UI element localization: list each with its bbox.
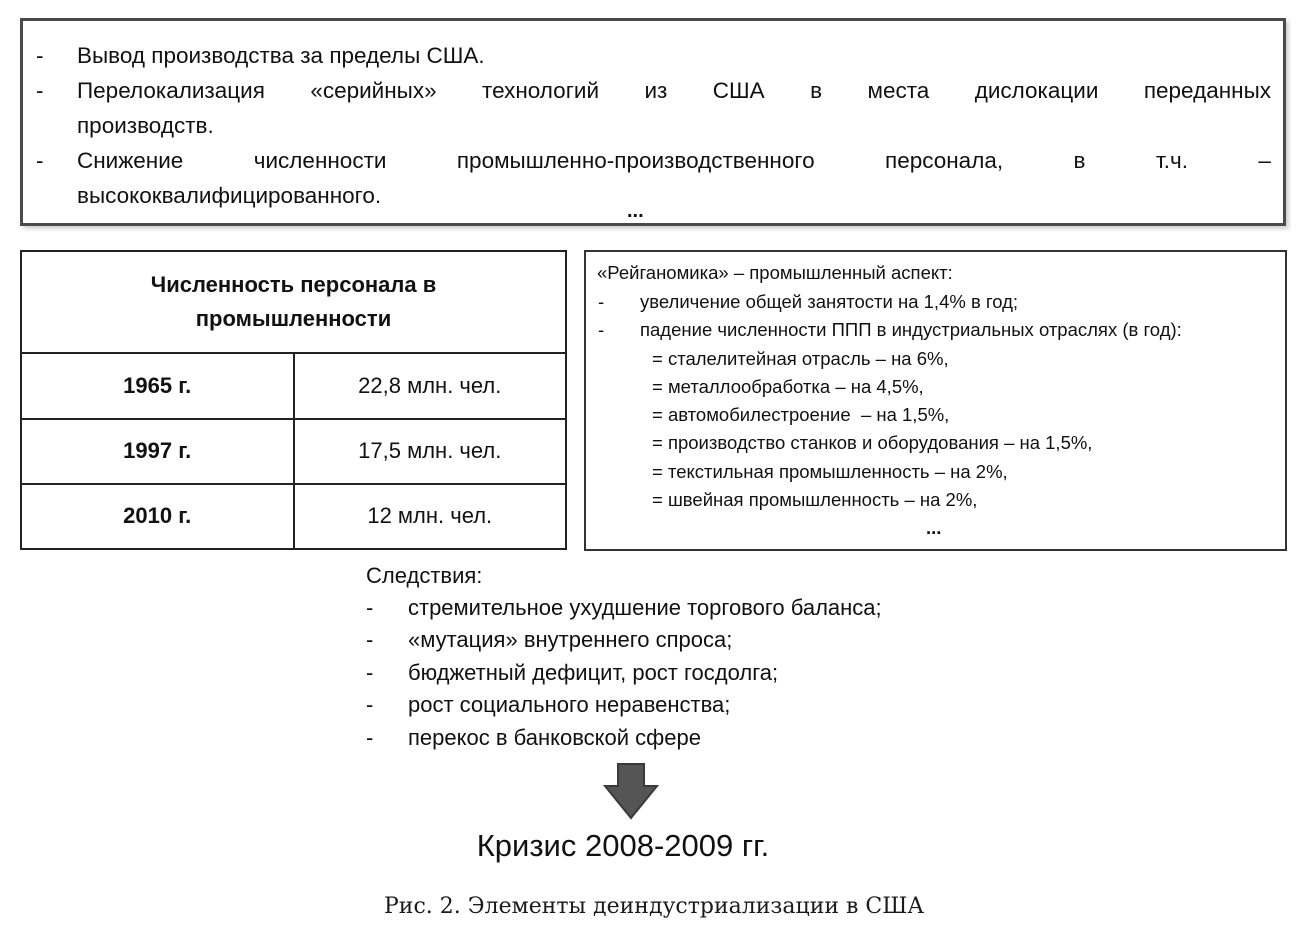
year-cell: 1965 г. xyxy=(21,353,294,418)
word: «серийных» xyxy=(310,78,437,103)
industry-item-text: = металлообработка – на 4,5%, xyxy=(652,376,924,397)
bullet-dash: - xyxy=(36,43,44,68)
word: – xyxy=(1258,148,1271,173)
industry-item xyxy=(586,401,1285,429)
industry-item-text: = производство станков и оборудования – на 1,5%, xyxy=(652,432,1093,453)
bullet-dash: - xyxy=(36,78,44,103)
industry-item-text: = сталелитейная отрасль – на 6%, xyxy=(652,348,949,369)
continuation-text: высококвалифицированного. xyxy=(77,183,382,208)
continuation-text: производств. xyxy=(77,113,214,138)
consequence-text: перекос в банковской сфере xyxy=(408,725,701,750)
bullet-text: увеличение общей занятости на 1,4% в год; xyxy=(640,291,1019,312)
word: Перелокализация xyxy=(77,78,265,103)
ellipsis-line xyxy=(586,514,1285,542)
word: технологий xyxy=(482,78,600,103)
consequence-text: рост социального неравенства; xyxy=(408,692,731,717)
reaganomics-title xyxy=(586,259,1285,287)
arrow-down-icon xyxy=(603,763,659,821)
word: численности xyxy=(253,148,387,173)
ellipsis: ... xyxy=(627,200,644,222)
personnel-table xyxy=(20,250,567,550)
table-row xyxy=(21,419,566,484)
consequences-title: Следствия: xyxy=(366,563,483,588)
bullet-dash: - xyxy=(598,291,605,312)
bullet-dash: - xyxy=(36,148,44,173)
reaganomics-bullet xyxy=(586,316,1285,344)
industry-item-text: = автомобилестроение – на 1,5%, xyxy=(652,404,950,425)
reaganomics-bullet xyxy=(586,288,1285,316)
industry-item xyxy=(586,486,1285,514)
year-cell: 2010 г. xyxy=(21,484,294,549)
word: персонала, xyxy=(885,148,1004,173)
top-item xyxy=(23,38,1283,73)
industry-item-text: = швейная промышленность – на 2%, xyxy=(652,489,978,510)
industry-item xyxy=(586,458,1285,486)
value-cell: 17,5 млн. чел. xyxy=(294,419,567,484)
industry-item xyxy=(586,429,1285,457)
top-item-continuation xyxy=(23,178,1283,213)
value-cell: 12 млн. чел. xyxy=(294,484,567,549)
table-header xyxy=(21,251,566,353)
top-item xyxy=(23,143,1283,178)
consequences-list xyxy=(366,560,986,760)
table-header-row xyxy=(21,251,566,353)
top-item-text xyxy=(77,143,1271,178)
word: США xyxy=(712,78,765,103)
word: Снижение xyxy=(77,148,184,173)
industry-item xyxy=(586,345,1285,373)
word: места xyxy=(867,78,930,103)
bullet-dash: - xyxy=(366,627,374,652)
industry-item-text: = текстильная промышленность – на 2%, xyxy=(652,461,1008,482)
word: из xyxy=(644,78,668,103)
table-row xyxy=(21,353,566,418)
bullet-dash: - xyxy=(366,595,374,620)
top-item xyxy=(23,73,1283,108)
consequence-text: стремительное ухудшение торгового баланса; xyxy=(408,595,882,620)
reaganomics-title-text: «Рейганомика» – промышленный аспект: xyxy=(597,262,953,283)
bullet-dash: - xyxy=(366,692,374,717)
figure-caption: Рис. 2. Элементы деиндустриализации в США xyxy=(384,894,924,919)
table-header-text: Численность персонала в промышленности xyxy=(150,272,437,332)
top-item-text: Вывод производства за пределы США. xyxy=(77,43,485,68)
top-summary-box xyxy=(20,18,1286,226)
word: в xyxy=(1073,148,1086,173)
word: дислокации xyxy=(974,78,1099,103)
bullet-dash: - xyxy=(598,319,605,340)
top-item-continuation xyxy=(23,108,1283,143)
ellipsis: ... xyxy=(926,517,942,538)
bullet-dash: - xyxy=(366,725,374,750)
consequence-text: «мутация» внутреннего спроса; xyxy=(408,627,733,652)
top-item-text xyxy=(77,73,1271,108)
word: переданных xyxy=(1143,78,1271,103)
word: в xyxy=(810,78,823,103)
industry-item xyxy=(586,373,1285,401)
year-cell: 1997 г. xyxy=(21,419,294,484)
bullet-dash: - xyxy=(366,660,374,685)
bullet-text: падение численности ППП в индустриальных отраслях (в год): xyxy=(640,319,1182,340)
value-cell: 22,8 млн. чел. xyxy=(294,353,567,418)
table-row xyxy=(21,484,566,549)
word: промышленно-производственного xyxy=(456,148,815,173)
consequence-text: бюджетный дефицит, рост госдолга; xyxy=(408,660,779,685)
word: т.ч. xyxy=(1155,148,1188,173)
reaganomics-box xyxy=(584,250,1287,551)
crisis-title: Кризис 2008-2009 гг. xyxy=(476,828,770,863)
